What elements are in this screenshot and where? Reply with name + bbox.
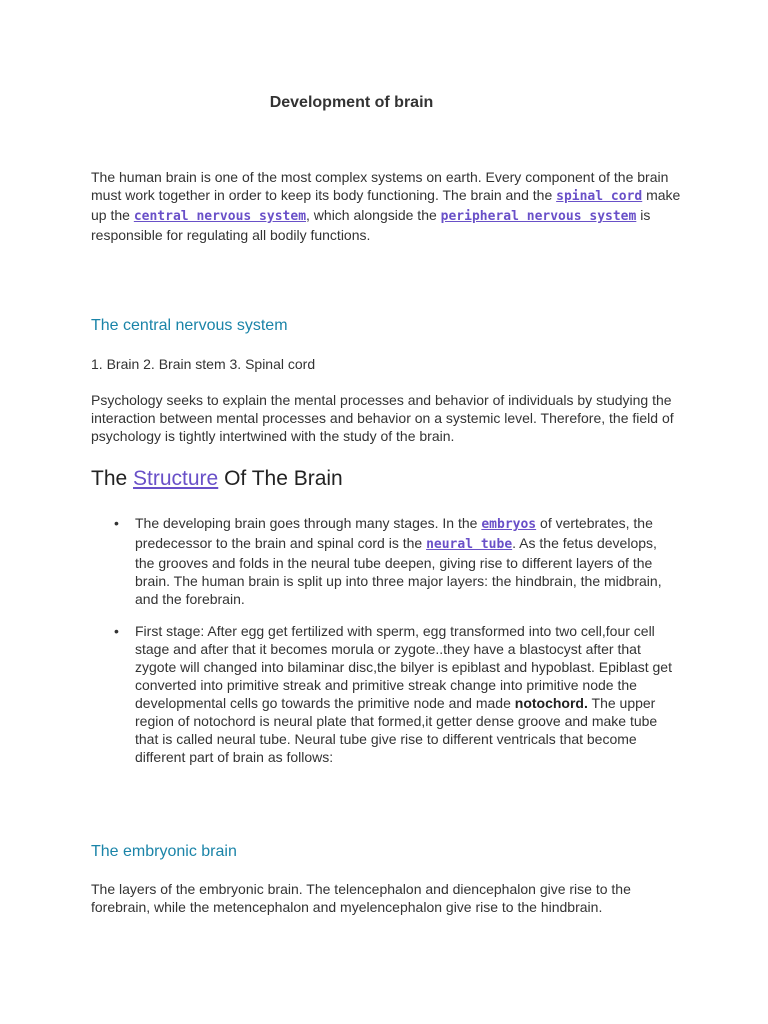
bullet-1-text-2: of vertebrates, the predecessor to the brain and spinal cord is the [135,515,653,551]
spinal-cord-link[interactable]: spinal cord [556,189,643,204]
embryonic-brain-heading: The embryonic brain [91,843,237,860]
bullet-marker-2: • [114,623,119,639]
structure-heading-pre: The [91,467,134,490]
bullet-item-2 [135,622,680,766]
intro-paragraph [91,168,681,244]
document-title: Development of brain [269,94,434,111]
peripheral-nervous-system-link[interactable]: peripheral nervous system [440,209,637,224]
neural-tube-link[interactable]: neural tube [426,537,513,552]
structure-heading [91,467,343,491]
intro-text-4: is responsible for regulating all bodily functions. [91,207,651,243]
embryonic-brain-paragraph: The layers of the embryonic brain. The telencephalon and diencephalon give rise to the forebrain, while the metencephalon and myelencephalon give rise to the hindbrain. [91,881,631,915]
bullet-marker-1: • [114,515,119,531]
structure-link[interactable]: Structure [133,467,219,490]
intro-text-2: make up the [91,187,681,223]
cns-list: 1. Brain 2. Brain stem 3. Spinal cord [91,356,316,372]
cns-heading: The central nervous system [91,317,288,334]
structure-heading-post: Of The Brain [218,467,343,490]
bullet-item-1 [135,514,680,608]
central-nervous-system-link[interactable]: central nervous system [133,209,307,224]
psychology-paragraph: Psychology seeks to explain the mental processes and behavior of individuals by studying the interaction between mental processes and behavior on a systemic level. Therefore, the field of psychology is tightly intertwined with the study of the brain. [91,392,674,444]
bullet-2-text-1: First stage: After egg get fertilized with sperm, egg transformed into two cell,four cell stage and after that it becomes morula or zygote..they have a blastocyst after that zygote will changed into bilaminar disc,the bilyer is epiblast and hypoblast. Epiblast get converted into primitive streak and primitive streak change into primitive node the developmental cells go towards the primitive node and made [135,623,672,711]
intro-text-1: The human brain is one of the most complex systems on earth. Every component of the brain must work together in order to keep its body functioning. The brain and the [91,169,669,203]
embryos-link[interactable]: embryos [481,517,537,532]
bullet-1-text-3: . As the fetus develops, the grooves and folds in the neural tube deepen, giving rise to different layers of the brain. The human brain is split up into three major layers: the hindbrain, the midbrain, and the forebrain. [135,535,662,607]
bullet-2-text-2: The upper region of notochord is neural plate that formed,it getter dense groove and make tube that is called neural tube. Neural tube give rise to different ventricals that become different part of brain as follows: [135,695,658,765]
bullet-1-text-1: The developing brain goes through many stages. In the [135,515,482,531]
notochord-term: notochord. [514,695,588,711]
intro-text-3: , which alongside the [306,207,441,223]
